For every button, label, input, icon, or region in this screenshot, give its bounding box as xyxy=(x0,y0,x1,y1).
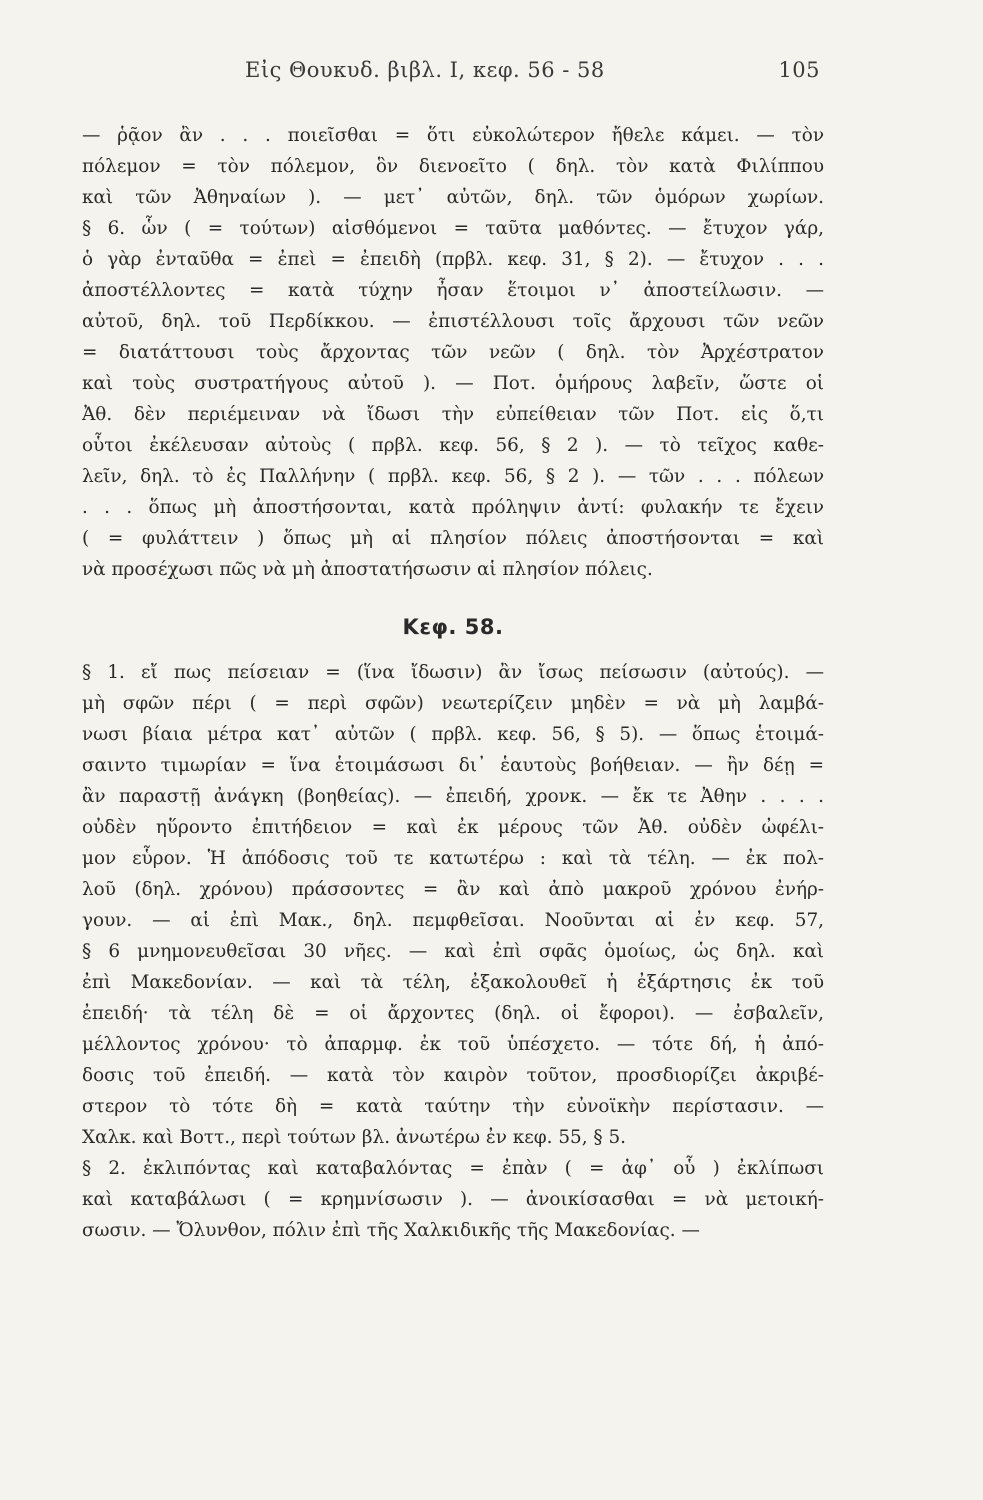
commentary-section-2 xyxy=(82,1153,824,1246)
text-line: καὶ τῶν Ἀθηναίων ). — μετ᾽ αὐτῶν, δηλ. τῶν ὁμόρων χωρίων. xyxy=(82,187,824,208)
page-header xyxy=(245,58,820,94)
text-line: πόλεμον = τὸν πόλεμον, ὃν διενοεῖτο ( δηλ. τὸν κατὰ Φιλίππου xyxy=(82,156,824,177)
text-line: νωσι βίαια μέτρα κατ᾽ αὐτῶν ( πρβλ. κεφ. 56, § 5). — ὅπως ἑτοιμά- xyxy=(82,724,824,745)
text-line: ἂν παραστῇ ἀνάγκη (βοηθείας). — ἐπειδή, χρονκ. — ἔκ τε Ἀθην . . . . xyxy=(82,786,824,807)
text-line: νὰ προσέχωσι πῶς νὰ μὴ ἀποστατήσωσιν αἱ πλησίον πόλεις. xyxy=(82,559,653,580)
text-line: οὗτοι ἐκέλευσαν αὐτοὺς ( πρβλ. κεφ. 56, § 2 ). — τὸ τεῖχος καθε- xyxy=(82,435,824,456)
text-line: στερον τὸ τότε δὴ = κατὰ ταύτην τὴν εὐνοϊκὴν περίστασιν. — xyxy=(82,1096,824,1117)
text-line: σωσιν. — Ὄλυνθον, πόλιν ἐπὶ τῆς Χαλκιδικῆς τῆς Μακεδονίας. — xyxy=(82,1220,700,1241)
page-number: 105 xyxy=(778,58,820,82)
text-line: μέλλοντος χρόνου· τὸ ἀπαρμφ. ἐκ τοῦ ὑπέσχετο. — τότε δή, ἡ ἀπό- xyxy=(82,1034,824,1055)
text-line: — ῥᾷον ἂν . . . ποιεῖσθαι = ὅτι εὐκολώτερον ἤθελε κάμει. — τὸν xyxy=(82,125,824,146)
text-line: καὶ τοὺς συστρατήγους αὐτοῦ ). — Ποτ. ὁμήρους λαβεῖν, ὥστε οἱ xyxy=(82,373,824,394)
text-line: μὴ σφῶν πέρι ( = περὶ σφῶν) νεωτερίζειν μηδὲν = νὰ μὴ λαμβά- xyxy=(82,693,824,714)
running-title: Εἰς Θουκυδ. βιβλ. I, κεφ. 56 - 58 xyxy=(245,58,605,82)
text-line: Χαλκ. καὶ Βοττ., περὶ τούτων βλ. ἀνωτέρω ἐν κεφ. 55, § 5. xyxy=(82,1127,626,1148)
text-line: αὐτοῦ, δηλ. τοῦ Περδίκκου. — ἐπιστέλλουσι τοῖς ἄρχουσι τῶν νεῶν xyxy=(82,311,824,332)
text-line: οὐδὲν ηὕροντο ἐπιτήδειον = καὶ ἐκ μέρους τῶν Ἀθ. οὐδὲν ὠφέλι- xyxy=(82,817,824,838)
commentary-chapter-57 xyxy=(82,120,824,585)
text-line: ἐπὶ Μακεδονίαν. — καὶ τὰ τέλη, ἐξακολουθεῖ ἡ ἐξάρτησις ἐκ τοῦ xyxy=(82,972,824,993)
text-line: ἐπειδή· τὰ τέλη δὲ = οἱ ἄρχοντες (δηλ. οἱ ἔφοροι). — ἐσβαλεῖν, xyxy=(82,1003,824,1024)
text-line: = διατάττουσι τοὺς ἄρχοντας τῶν νεῶν ( δηλ. τὸν Ἀρχέστρατον xyxy=(82,342,824,363)
text-line: ὁ γὰρ ἐνταῦθα = ἐπεὶ = ἐπειδὴ (πρβλ. κεφ. 31, § 2). — ἔτυχον . . . xyxy=(82,249,824,270)
chapter-heading: Κεφ. 58. xyxy=(402,615,504,639)
text-line: § 6 μνημονευθεῖσαι 30 νῆες. — καὶ ἐπὶ σφᾶς ὁμοίως, ὡς δηλ. καὶ xyxy=(82,941,824,962)
text-line: § 6. ὧν ( = τούτων) αἰσθόμενοι = ταῦτα μαθόντες. — ἔτυχον γάρ, xyxy=(82,218,824,239)
text-line: σαιντο τιμωρίαν = ἵνα ἑτοιμάσωσι δι᾽ ἑαυτοὺς βοήθειαν. — ἢν δέῃ = xyxy=(82,755,824,776)
text-line: . . . ὅπως μὴ ἀποστήσονται, κατὰ πρόληψιν ἀντί: φυλακήν τε ἔχειν xyxy=(82,497,824,518)
text-line: γουν. — αἱ ἐπὶ Μακ., δηλ. πεμφθεῖσαι. Νοοῦνται αἱ ἐν κεφ. 57, xyxy=(82,910,824,931)
commentary-section-1 xyxy=(82,657,824,1153)
text-line: ἀποστέλλοντες = κατὰ τύχην ἦσαν ἕτοιμοι ν᾽ ἀποστείλωσιν. — xyxy=(82,280,824,301)
text-line: καὶ καταβάλωσι ( = κρημνίσωσιν ). — ἀνοικίσασθαι = νὰ μετοική- xyxy=(82,1189,824,1210)
text-line: § 2. ἐκλιπόντας καὶ καταβαλόντας = ἐπὰν ( = ἀφ᾽ οὗ ) ἐκλίπωσι xyxy=(82,1158,824,1179)
text-line: δοσις τοῦ ἐπειδή. — κατὰ τὸν καιρὸν τοῦτον, προσδιορίζει ἀκριβέ- xyxy=(82,1065,824,1086)
text-line: λοῦ (δηλ. χρόνου) πράσσοντες = ἂν καὶ ἀπὸ μακροῦ χρόνου ἐνήρ- xyxy=(82,879,824,900)
text-line: μον εὗρον. Ἡ ἀπόδοσις τοῦ τε κατωτέρω : καὶ τὰ τέλη. — ἐκ πολ- xyxy=(82,848,824,869)
commentary-body xyxy=(82,120,824,1246)
text-line: ( = φυλάττειν ) ὅπως μὴ αἱ πλησίον πόλεις ἀποστήσονται = καὶ xyxy=(82,528,824,549)
text-line: § 1. εἴ πως πείσειαν = (ἵνα ἴδωσιν) ἂν ἴσως πείσωσιν (αὐτούς). — xyxy=(82,662,824,683)
text-line: λεῖν, δηλ. τὸ ἐς Παλλήνην ( πρβλ. κεφ. 56, § 2 ). — τῶν . . . πόλεων xyxy=(82,466,824,487)
text-line: Ἀθ. δὲν περιέμειναν νὰ ἴδωσι τὴν εὐπείθειαν τῶν Ποτ. εἰς ὅ,τι xyxy=(82,404,824,425)
